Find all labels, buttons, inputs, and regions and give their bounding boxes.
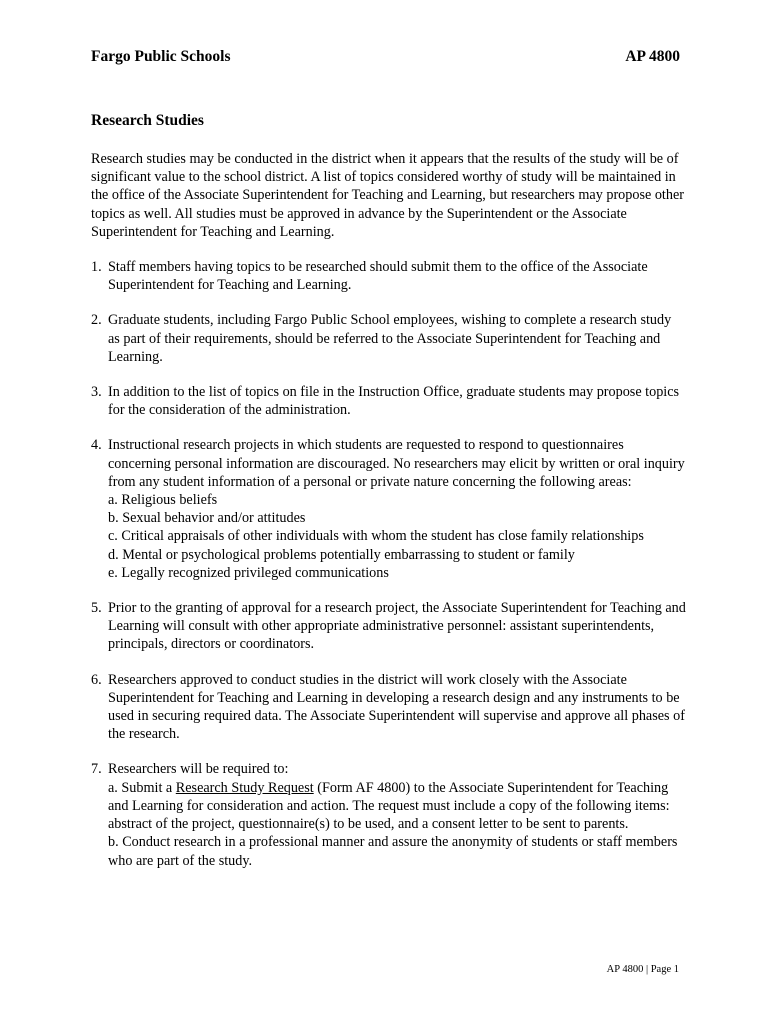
intro-paragraph: Research studies may be conducted in the district when it appears that the results of the study will be of significant value to the school district. A list of topics considered worthy of study will be maintained in the office of the Associate Superintendent for Teaching and Learning, but researchers may propose other topics as well. All studies must be approved in advance by the Superintendent or the Associate Superintendent for Teaching and Learning. [91, 151, 684, 240]
list-item [91, 436, 686, 582]
subitem-religious-beliefs: a. Religious beliefs [108, 492, 218, 509]
footer-code: AP 4800 [606, 964, 644, 975]
list-item-number: 4. [91, 437, 102, 454]
list-item-number: 3. [91, 384, 102, 401]
list-item-text: Staff members having topics to be researched should submit them to the office of the Associate Superintendent for Teaching and Learning. [108, 259, 648, 294]
page-footer [607, 964, 679, 975]
research-study-request-link[interactable]: Research Study Request [175, 779, 314, 796]
list-item-text: Prior to the granting of approval for a research project, the Associate Superintendent for Teaching and Learning will consult with other appropriate administrative personnel: assistant superintendents, principals, directors or coordinators. [108, 600, 686, 653]
list-item-text: Instructional research projects in which students are requested to respond to questionnaires concerning personal information are discouraged. No researchers may elicit by written or oral inquiry from any student information of a personal or private nature concerning the following areas: [108, 437, 685, 490]
list-item [91, 760, 686, 869]
list-item-number: 5. [91, 600, 102, 617]
list-item [91, 599, 686, 654]
list-item-number: 2. [91, 312, 102, 329]
list-item-text: Graduate students, including Fargo Public School employees, wishing to complete a research study as part of their requirements, should be referred to the Associate Superintendent for Teaching and Learning. [108, 312, 672, 365]
footer-page-number: Page 1 [650, 964, 679, 975]
footer-separator: | [645, 964, 649, 975]
numbered-list [91, 258, 686, 870]
list-item-text: Researchers will be required to: [108, 761, 289, 778]
list-item-number: 6. [91, 671, 102, 688]
subitem-mental-problems: d. Mental or psychological problems potentially embarrassing to student or family [108, 546, 575, 563]
list-item [91, 383, 686, 419]
page-header [91, 48, 680, 66]
list-item [91, 258, 686, 294]
list-item-text: In addition to the list of topics on file in the Instruction Office, graduate students may propose topics for the consideration of the administration. [108, 384, 680, 419]
subitem-submit-request [108, 779, 686, 834]
list-item [91, 311, 686, 366]
subitem-sexual-behavior: b. Sexual behavior and/or attitudes [108, 510, 306, 527]
list-item-text: Researchers approved to conduct studies in the district will work closely with the Associate Superintendent for Teaching and Learning in developing a research design and any instruments to be used in securing required data. The Associate Superintendent will supervise and approve all phases of the research. [108, 671, 685, 743]
list-item [91, 671, 686, 744]
subitem-a-prefix: a. Submit a [108, 779, 173, 796]
list-item-number: 7. [91, 761, 102, 778]
list-item-number: 1. [91, 259, 102, 276]
document-title: Research Studies [91, 112, 204, 129]
district-name: Fargo Public Schools [91, 48, 231, 65]
subitem-privileged-communications: e. Legally recognized privileged communications [108, 564, 389, 581]
document-body [91, 150, 686, 887]
subitem-critical-appraisals: c. Critical appraisals of other individuals with whom the student has close family relationships [108, 528, 644, 545]
subitem-a-suffix: (Form AF 4800) to the Associate Superintendent for Teaching and Learning for consideration and action. The request must include a copy of the following items: abstract of the project, questionnaire(s) to be used, and a consent letter to be sent to parents. [108, 779, 670, 833]
subitem-conduct-research: b. Conduct research in a professional manner and assure the anonymity of students or staff members who are part of the study. [108, 834, 678, 869]
policy-code: AP 4800 [625, 48, 680, 65]
